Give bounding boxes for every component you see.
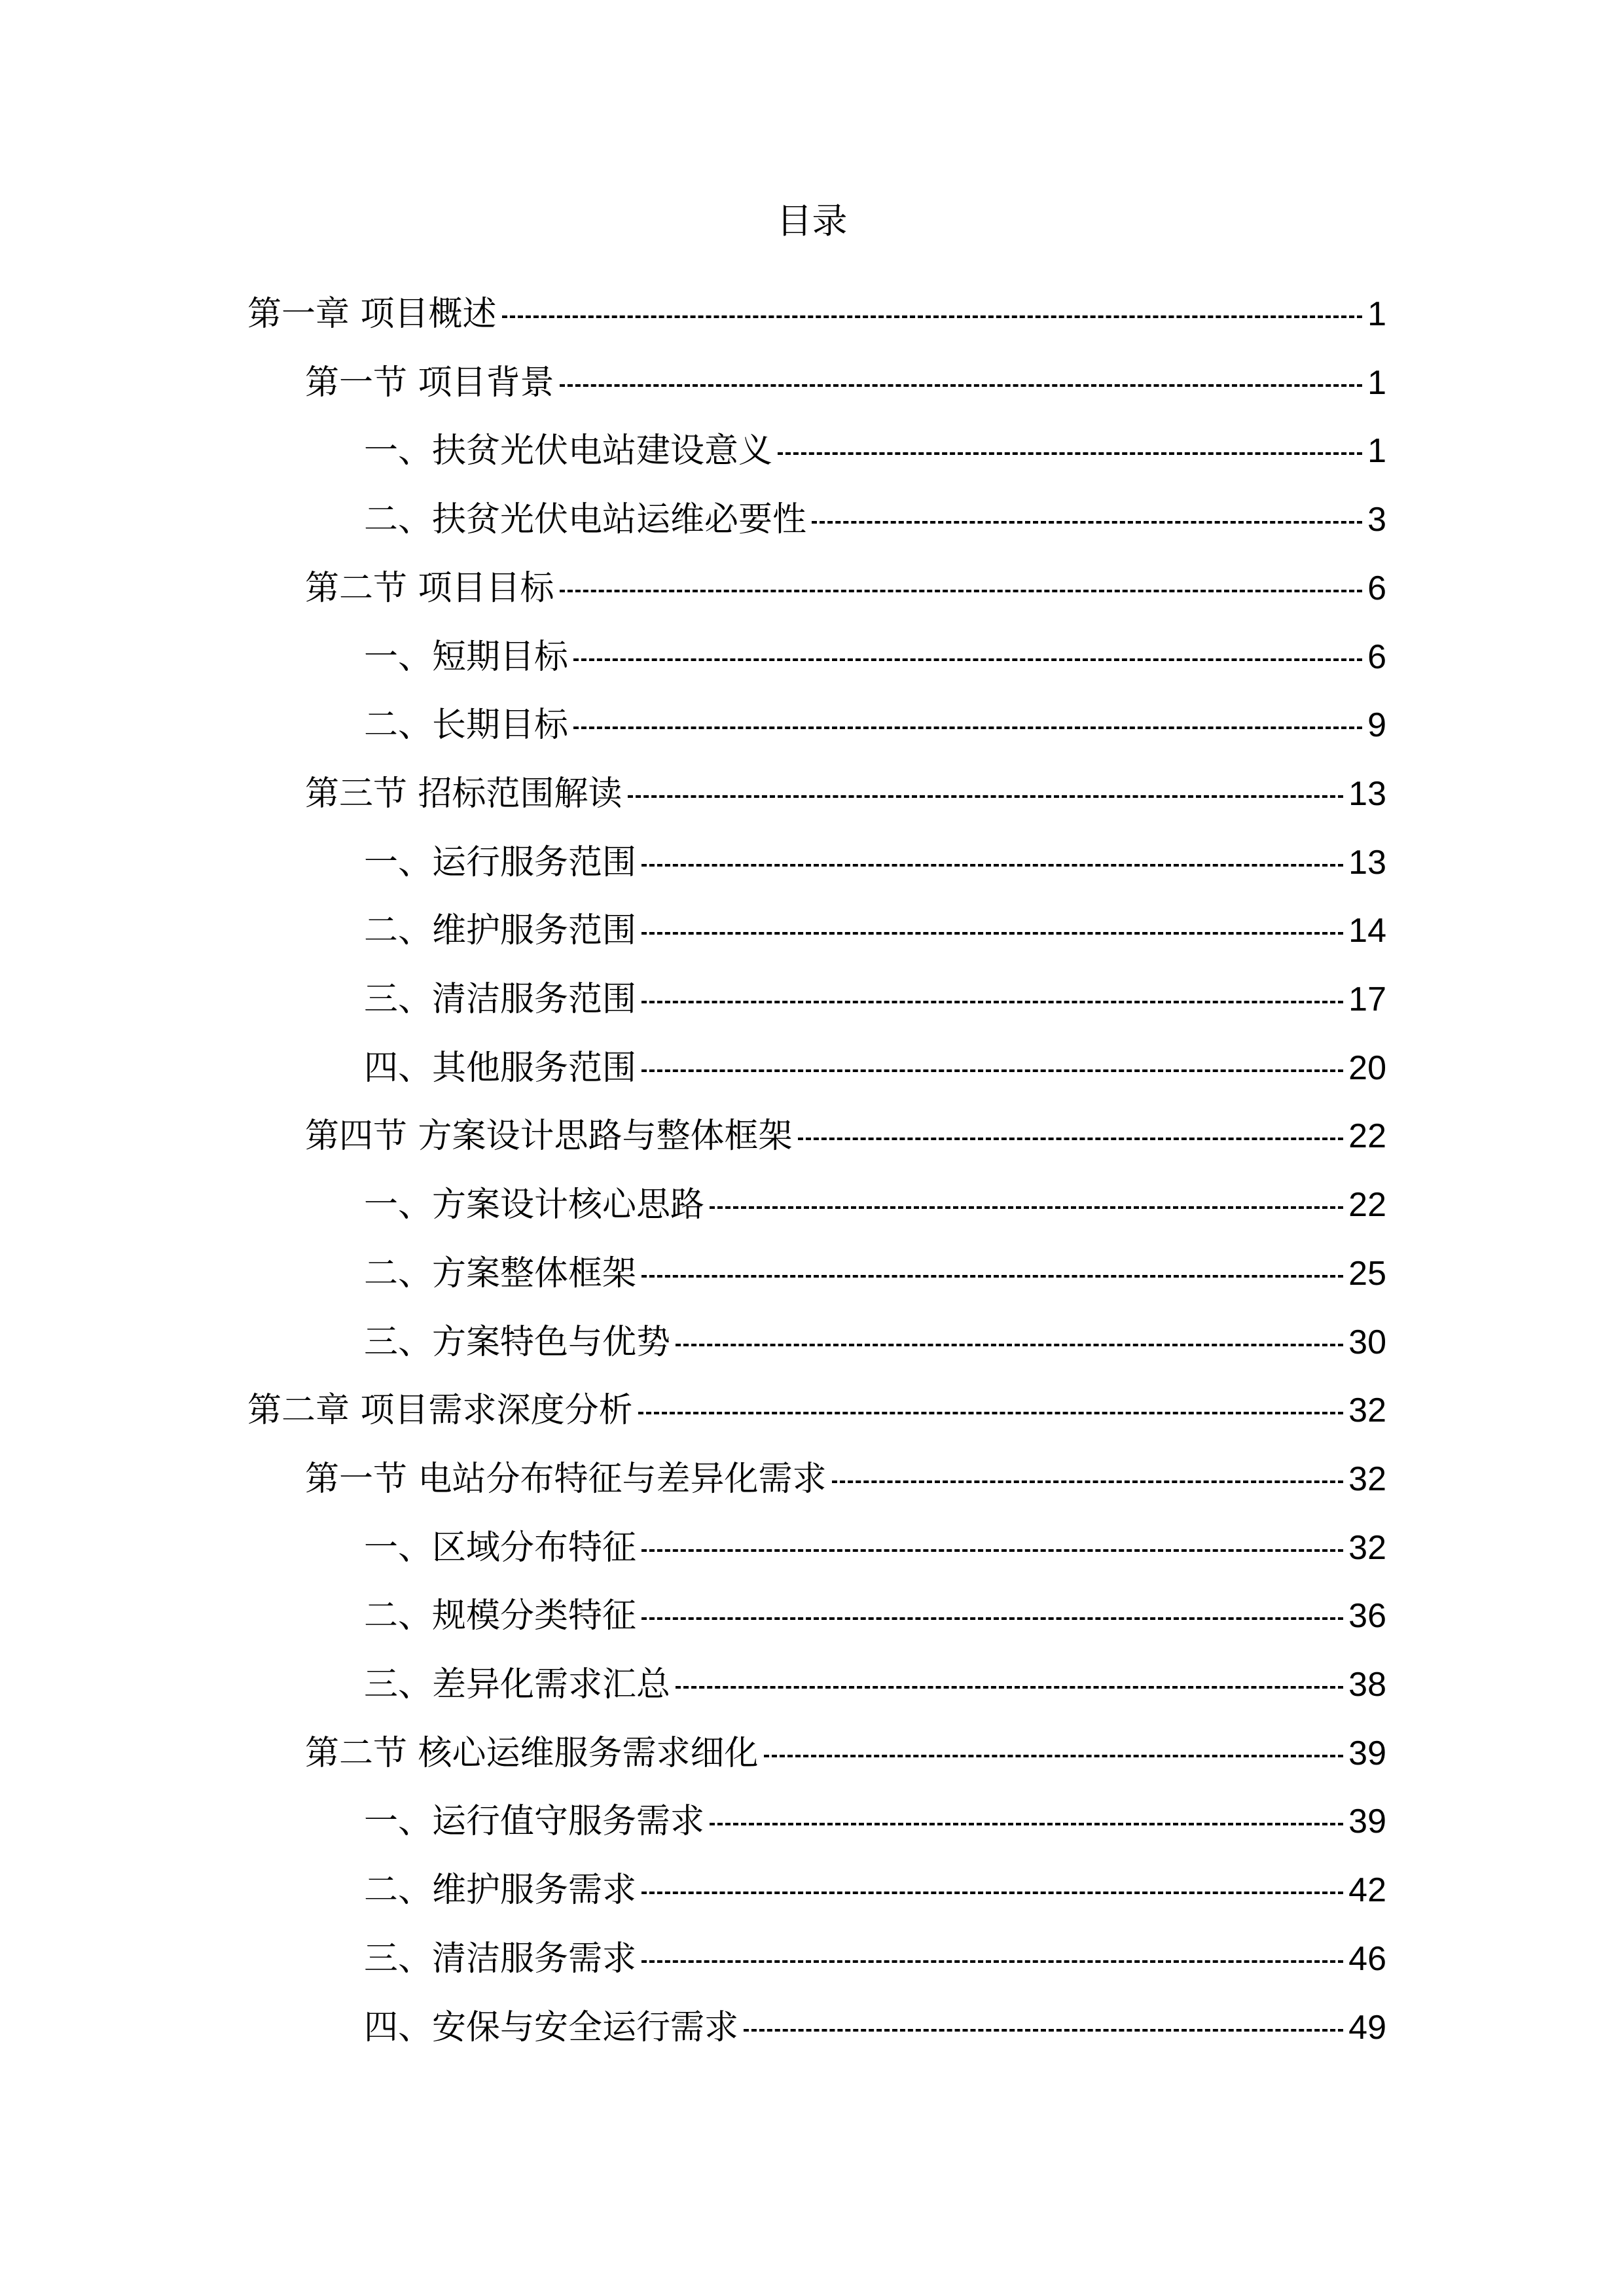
dot-leader	[641, 1892, 1343, 1894]
dot-leader	[641, 1549, 1343, 1552]
toc-entry-page-number: 38	[1348, 1666, 1386, 1704]
dot-leader	[560, 590, 1363, 592]
toc-entry-label: 二、方案整体框架	[364, 1253, 637, 1293]
dot-leader	[560, 384, 1363, 387]
toc-section-entry[interactable]	[305, 1111, 1386, 1161]
dot-leader	[641, 1069, 1343, 1072]
toc-subsection-entry[interactable]	[364, 1523, 1386, 1573]
toc-entry-label: 三、差异化需求汇总	[364, 1665, 671, 1704]
toc-entry-label: 第一节 电站分布特征与差异化需求	[305, 1459, 827, 1499]
dot-leader	[676, 1686, 1343, 1689]
dot-leader	[638, 1412, 1344, 1414]
dot-leader	[710, 1823, 1343, 1825]
toc-entry-page-number: 32	[1348, 1460, 1386, 1498]
toc-entry-page-number: 13	[1348, 843, 1386, 882]
toc-subsection-entry[interactable]	[364, 495, 1386, 545]
dot-leader	[710, 1206, 1343, 1209]
toc-subsection-entry[interactable]	[364, 426, 1386, 476]
toc-title: 目录	[776, 200, 848, 242]
toc-subsection-entry[interactable]	[364, 1660, 1386, 1710]
toc-entry-page-number: 1	[1367, 432, 1386, 471]
toc-entry-page-number: 6	[1367, 569, 1386, 607]
toc-subsection-entry[interactable]	[364, 1797, 1386, 1846]
toc-subsection-entry[interactable]	[364, 1934, 1386, 1984]
toc-entry-page-number: 1	[1367, 363, 1386, 402]
toc-entry-page-number: 39	[1348, 1803, 1386, 1841]
toc-entry-page-number: 13	[1348, 774, 1386, 813]
dot-leader	[641, 864, 1343, 867]
toc-entry-page-number: 46	[1348, 1939, 1386, 1978]
toc-entry-label: 第四节 方案设计思路与整体框架	[305, 1117, 793, 1157]
dot-leader	[798, 1138, 1344, 1140]
dot-leader	[764, 1755, 1344, 1757]
toc-entry-page-number: 32	[1348, 1528, 1386, 1567]
dot-leader	[744, 2029, 1343, 2032]
toc-entry-page-number: 25	[1348, 1254, 1386, 1293]
toc-entry-page-number: 9	[1367, 706, 1386, 745]
toc-entry-label: 一、方案设计核心思路	[364, 1185, 705, 1225]
dot-leader	[641, 1617, 1343, 1620]
toc-subsection-entry[interactable]	[364, 1318, 1386, 1367]
toc-entry-label: 四、安保与安全运行需求	[364, 2007, 739, 2047]
toc-chapter-entry[interactable]	[247, 1386, 1386, 1435]
toc-entry-label: 三、方案特色与优势	[364, 1322, 671, 1362]
toc-entry-label: 四、其他服务范围	[364, 1048, 637, 1088]
toc-section-entry[interactable]	[305, 564, 1386, 613]
dot-leader	[502, 315, 1363, 318]
toc-entry-label: 二、规模分类特征	[364, 1596, 637, 1636]
toc-entry-page-number: 30	[1348, 1323, 1386, 1361]
toc-entry-page-number: 49	[1348, 2008, 1386, 2047]
toc-subsection-entry[interactable]	[364, 1249, 1386, 1299]
toc-section-entry[interactable]	[305, 1454, 1386, 1504]
toc-entry-label: 第二节 项目目标	[305, 568, 554, 608]
toc-entry-page-number: 20	[1348, 1049, 1386, 1087]
toc-entry-page-number: 22	[1348, 1117, 1386, 1156]
toc-entry-label: 第一节 项目背景	[305, 363, 554, 403]
toc-entry-label: 一、运行服务范围	[364, 842, 637, 882]
toc-entry-page-number: 39	[1348, 1734, 1386, 1772]
toc-subsection-entry[interactable]	[364, 1180, 1386, 1230]
dot-leader	[812, 521, 1362, 524]
dot-leader	[641, 1001, 1343, 1003]
dot-leader	[641, 1960, 1343, 1963]
toc-section-entry[interactable]	[305, 769, 1386, 819]
toc-subsection-entry[interactable]	[364, 632, 1386, 682]
toc-chapter-entry[interactable]	[247, 289, 1386, 339]
toc-entry-page-number: 42	[1348, 1871, 1386, 1910]
toc-entry-label: 二、扶贫光伏电站运维必要性	[364, 500, 807, 540]
toc-entry-label: 一、扶贫光伏电站建设意义	[364, 431, 773, 471]
toc-entry-label: 一、区域分布特征	[364, 1528, 637, 1568]
dot-leader	[641, 1275, 1343, 1278]
toc-entry-page-number: 22	[1348, 1186, 1386, 1225]
toc-entry-label: 第三节 招标范围解读	[305, 774, 623, 814]
toc-subsection-entry[interactable]	[364, 700, 1386, 750]
dot-leader	[832, 1480, 1344, 1483]
dot-leader	[573, 658, 1362, 661]
dot-leader	[676, 1344, 1343, 1346]
toc-entry-page-number: 36	[1348, 1597, 1386, 1636]
toc-subsection-entry[interactable]	[364, 906, 1386, 956]
toc-subsection-entry[interactable]	[364, 1865, 1386, 1915]
toc-entry-label: 三、清洁服务范围	[364, 980, 637, 1019]
toc-entry-page-number: 1	[1367, 295, 1386, 333]
toc-entry-label: 一、运行值守服务需求	[364, 1802, 705, 1842]
toc-entry-page-number: 3	[1367, 501, 1386, 539]
toc-entry-label: 一、短期目标	[364, 637, 569, 677]
toc-entry-label: 第二章 项目需求深度分析	[247, 1391, 633, 1431]
toc-entry-label: 第二节 核心运维服务需求细化	[305, 1733, 759, 1773]
toc-entry-label: 第一章 项目概述	[247, 295, 497, 334]
toc-subsection-entry[interactable]	[364, 1591, 1386, 1641]
dot-leader	[573, 726, 1362, 729]
toc-entry-page-number: 6	[1367, 637, 1386, 676]
toc-entry-label: 二、维护服务范围	[364, 911, 637, 951]
toc-section-entry[interactable]	[305, 358, 1386, 408]
toc-entry-label: 二、长期目标	[364, 706, 569, 745]
toc-subsection-entry[interactable]	[364, 838, 1386, 888]
toc-entry-label: 三、清洁服务需求	[364, 1939, 637, 1979]
toc-entry-page-number: 17	[1348, 980, 1386, 1018]
dot-leader	[778, 452, 1362, 455]
toc-subsection-entry[interactable]	[364, 1043, 1386, 1093]
toc-entry-page-number: 14	[1348, 912, 1386, 950]
toc-entry-label: 二、维护服务需求	[364, 1871, 637, 1910]
toc-section-entry[interactable]	[305, 1729, 1386, 1778]
toc-subsection-entry[interactable]	[364, 975, 1386, 1024]
toc-subsection-entry[interactable]	[364, 2003, 1386, 2053]
toc-entry-page-number: 32	[1348, 1391, 1386, 1430]
dot-leader	[641, 932, 1343, 935]
dot-leader	[628, 795, 1344, 798]
